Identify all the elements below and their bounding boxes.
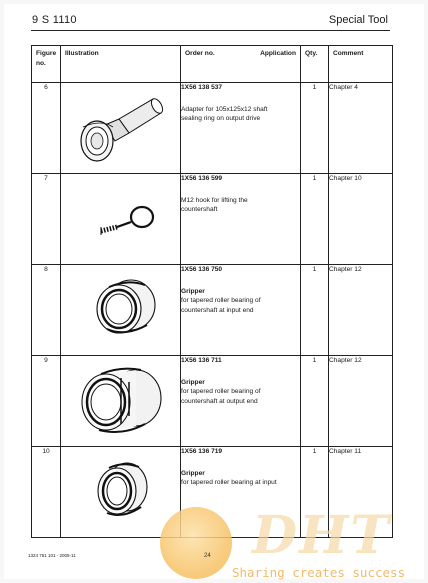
col-figure: Figure no. bbox=[32, 46, 61, 83]
illustration-cell bbox=[61, 447, 181, 538]
figure-number: 7 bbox=[32, 174, 61, 265]
description-line-1: Gripper bbox=[181, 287, 205, 295]
illustration-cell bbox=[61, 83, 181, 174]
illustration-cell bbox=[61, 265, 181, 356]
description-line-1: Adapter for 105x125x12 shaft bbox=[181, 105, 268, 113]
header-model: 9 S 1110 bbox=[32, 14, 77, 26]
description-line-2: for tapered roller bearing of bbox=[181, 388, 261, 396]
table-row bbox=[32, 356, 393, 447]
quantity: 1 bbox=[301, 265, 329, 356]
table-row bbox=[32, 174, 393, 265]
order-number: 1X56 136 750 bbox=[181, 266, 223, 273]
shaft-seal-adapter-icon bbox=[61, 83, 181, 173]
description-line-2: sealing ring on output drive bbox=[181, 115, 261, 123]
description-line-3: countershaft at input end bbox=[181, 306, 254, 314]
watermark-sun-icon bbox=[160, 507, 232, 579]
comment: Chapter 12 bbox=[329, 356, 393, 447]
description-line-3: countershaft at output end bbox=[181, 397, 258, 405]
lifting-hook-icon bbox=[61, 174, 181, 264]
description-line-2: for tapered roller bearing of bbox=[181, 297, 261, 305]
quantity: 1 bbox=[301, 83, 329, 174]
col-comment: Comment bbox=[329, 46, 393, 83]
illustration-cell bbox=[61, 174, 181, 265]
col-application: Application bbox=[260, 50, 296, 57]
quantity: 1 bbox=[301, 356, 329, 447]
description-cell bbox=[181, 356, 301, 447]
comment: Chapter 4 bbox=[329, 83, 393, 174]
bearing-gripper-large-icon bbox=[61, 356, 181, 446]
col-qty: Qty. bbox=[301, 46, 329, 83]
description-cell bbox=[181, 83, 301, 174]
description-line-1: M12 hook for lifting the bbox=[181, 196, 248, 204]
description-cell bbox=[181, 265, 301, 356]
order-number: 1X56 136 719 bbox=[181, 448, 223, 455]
table-header-row bbox=[32, 46, 393, 83]
figure-number: 10 bbox=[32, 447, 61, 538]
col-illustration: Illustration bbox=[61, 46, 181, 83]
header-rule bbox=[31, 30, 390, 31]
special-tool-table bbox=[31, 45, 393, 538]
page-number: 24 bbox=[204, 553, 211, 559]
order-number: 1X56 136 711 bbox=[181, 357, 222, 364]
order-number: 1X56 138 537 bbox=[181, 84, 223, 91]
comment: Chapter 11 bbox=[329, 447, 393, 538]
header-section: Special Tool bbox=[328, 14, 388, 26]
bearing-gripper-small-icon bbox=[61, 447, 181, 537]
description-line-2: for tapered roller bearing at input bbox=[181, 479, 277, 487]
col-order-no-label: Order no. bbox=[185, 50, 215, 57]
bearing-gripper-icon bbox=[61, 265, 181, 355]
watermark-logo: DHT bbox=[252, 505, 391, 566]
description-line-1: Gripper bbox=[181, 469, 205, 477]
quantity: 1 bbox=[301, 174, 329, 265]
watermark-slogan: Sharing creates success bbox=[232, 565, 406, 580]
comment: Chapter 12 bbox=[329, 265, 393, 356]
order-number: 1X56 136 599 bbox=[181, 175, 223, 182]
quantity: 1 bbox=[301, 447, 329, 538]
description-line-1: Gripper bbox=[181, 378, 205, 386]
description-line-2: countershaft bbox=[181, 206, 218, 214]
illustration-cell bbox=[61, 356, 181, 447]
figure-number: 6 bbox=[32, 83, 61, 174]
table-row bbox=[32, 265, 393, 356]
table-row bbox=[32, 83, 393, 174]
figure-number: 8 bbox=[32, 265, 61, 356]
col-order-no bbox=[181, 46, 301, 83]
description-cell bbox=[181, 174, 301, 265]
comment: Chapter 10 bbox=[329, 174, 393, 265]
figure-number: 9 bbox=[32, 356, 61, 447]
document-code: 1324 751 101 - 2005-11 bbox=[28, 553, 76, 558]
